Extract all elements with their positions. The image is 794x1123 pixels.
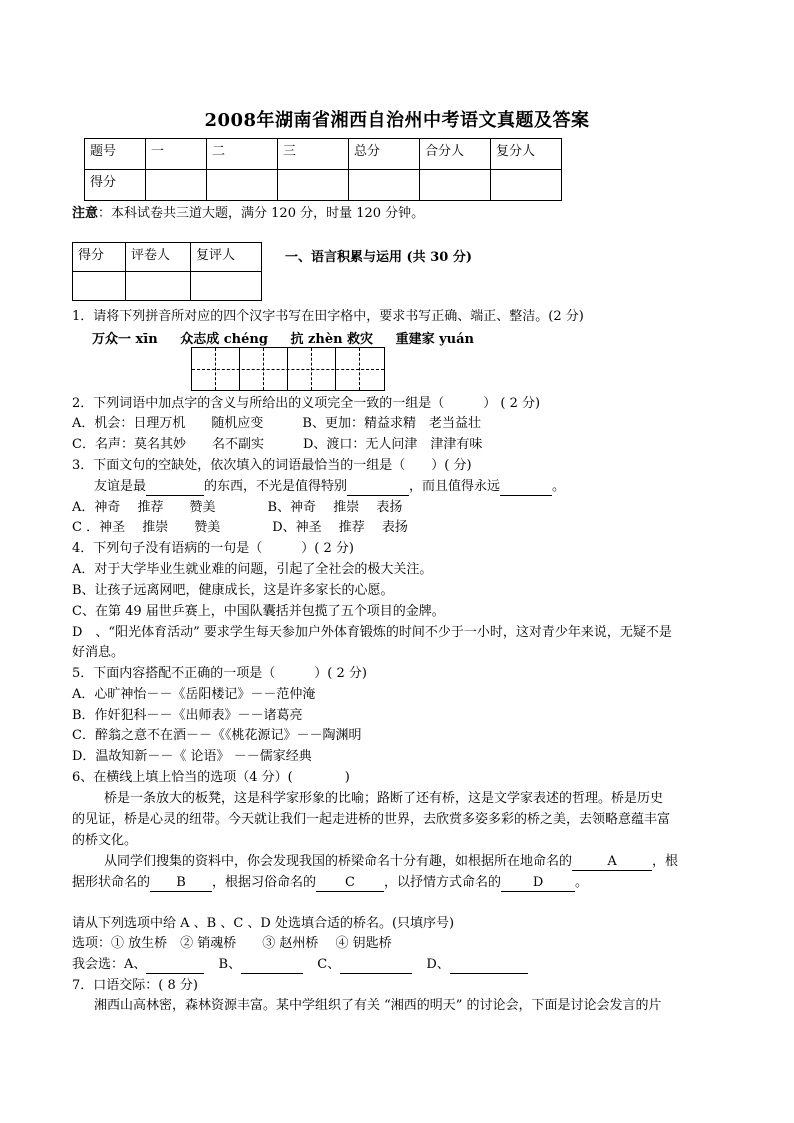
passage-text: 。 <box>575 875 589 890</box>
passage-text: ，根据习俗命名的 <box>212 875 317 890</box>
grader-table <box>72 242 262 301</box>
pinyin-items <box>92 328 492 347</box>
answer-blank-b[interactable] <box>241 973 303 974</box>
score-cell <box>491 170 562 201</box>
question-7-stem: 7．口语交际：( 8 分) <box>72 978 198 993</box>
grid-cell[interactable] <box>216 348 240 390</box>
section-heading: 一、语言积累与运用 (共 30 分) <box>285 250 472 265</box>
blank-b[interactable]: B <box>150 875 212 892</box>
question-4-option: C、在第 49 届世乒赛上，中国队囊括并包揽了五个项目的金牌。 <box>72 604 445 619</box>
grader-cell <box>126 272 191 301</box>
page-title: 2008年湖南省湘西自治州中考语文真题及答案 <box>204 110 590 131</box>
passage-text: 据形状命名的 <box>72 875 151 890</box>
question-3-options: A．神奇 推荐 赞美 B、神奇 推崇 表扬 <box>72 500 403 515</box>
grid-cell[interactable] <box>240 348 264 390</box>
answer-label: A、 <box>124 957 147 972</box>
score-table <box>84 138 562 201</box>
score-table-header: 二 <box>207 139 278 170</box>
score-table-header: 三 <box>278 139 349 170</box>
answer-blank-a[interactable] <box>146 973 204 974</box>
question-4-option: B、让孩子远离网吧，健康成长，这是许多家长的心愿。 <box>72 583 394 598</box>
answer-label: B、 <box>218 957 242 972</box>
question-6-stem: 6、在横线上填上恰当的选项（4 分）( ) <box>72 770 350 785</box>
passage-line: 的桥文化。 <box>72 833 138 848</box>
question-3-stem: 3．下面文句的空缺处，依次填入的词语最恰当的一组是（ ）( 分) <box>72 458 472 473</box>
blank-c[interactable]: C <box>316 875 384 892</box>
question-2-stem: 2．下列词语中加点字的含义与所给出的义项完全一致的一组是（ ） ( 2 分) <box>72 396 541 411</box>
score-table-header: 合分人 <box>420 139 491 170</box>
passage-line <box>72 874 588 892</box>
question-4-stem: 4．下列句子没有语病的一句是（ ）( 2 分) <box>72 541 354 556</box>
question-5-option: C．醉翁之意不在酒－－《《桃花源记》－－陶渊明 <box>72 728 362 743</box>
question-4-option: D 、“阳光体育活动” 要求学生每天参加户外体育锻炼的时间不少于一小时，这对青少年来说，无疑不是 <box>72 625 672 640</box>
score-cell <box>207 170 278 201</box>
answer-blank-d[interactable] <box>450 973 528 974</box>
passage-line <box>104 853 678 871</box>
question-2-options: A．机会：日理万机 随机应变 B、更加：精益求精 老当益壮 <box>72 416 481 431</box>
answer-label: C、 <box>317 957 341 972</box>
pinyin-item: 抗 zhèn 救灾 <box>290 332 374 347</box>
question-5-stem: 5．下面内容搭配不正确的一项是（ ）( 2 分) <box>72 666 367 681</box>
blank-d[interactable]: D <box>501 875 575 892</box>
note-text: ：本科试卷共三道大题，满分 120 分，时量 120 分钟。 <box>98 206 425 221</box>
sentence-part: 友谊是最 <box>94 479 147 494</box>
sentence-part: ，而且值得永远 <box>409 479 501 494</box>
passage-line: 桥是一条放大的板凳，这是科学家形象的比喻；路断了还有桥，这是文学家表述的哲理。桥是历史 <box>104 791 664 806</box>
fill-blank[interactable] <box>347 495 409 496</box>
grid-cell[interactable] <box>312 348 336 390</box>
score-cell <box>349 170 420 201</box>
answer-label: 我会选： <box>72 957 125 972</box>
grader-cell <box>73 272 126 301</box>
score-cell <box>278 170 349 201</box>
exam-note <box>72 205 424 223</box>
question-7-text: 湘西山高林密，森林资源丰富。某中学组织了有关 “湘西的明天” 的讨论会，下面是讨论会发言的片 <box>94 998 662 1013</box>
pinyin-item: 众志成 chéng <box>180 332 268 347</box>
grader-header: 复评人 <box>191 243 262 272</box>
grid-cell[interactable] <box>264 348 288 390</box>
blank-a[interactable]: A <box>572 854 652 871</box>
question-4-option: A．对于大学毕业生就业难的问题，引起了全社会的极大关注。 <box>72 562 433 577</box>
question-5-option: A．心旷神怡－－《岳阳楼记》－－范仲淹 <box>72 687 316 702</box>
score-table-header: 总分 <box>349 139 420 170</box>
question-4-option: 好消息。 <box>72 645 125 660</box>
grader-header: 评卷人 <box>126 243 191 272</box>
score-cell <box>146 170 207 201</box>
fill-blank[interactable] <box>500 495 552 496</box>
writing-grid[interactable] <box>191 347 385 391</box>
answer-blank-c[interactable] <box>340 973 412 974</box>
grid-cell[interactable] <box>288 348 312 390</box>
grid-cell[interactable] <box>192 348 216 390</box>
question-1-stem: 1．请将下列拼音所对应的四个汉字书写在田字格中，要求书写正确、端正、整洁。(2 分) <box>72 309 584 324</box>
passage-text: ，以抒情方式命名的 <box>384 875 502 890</box>
question-3-sentence <box>94 478 565 496</box>
question-6-instruction: 请从下列选项中给 A 、B 、C 、D 处选填合适的桥名。(只填序号) <box>72 916 455 931</box>
passage-line: 的见证，桥是心灵的纽带。今天就让我们一起走进桥的世界，去欣赏多姿多彩的桥之美，去领略意蕴丰富 <box>72 812 671 827</box>
answer-label: D、 <box>426 957 450 972</box>
score-table-row-label: 得分 <box>85 170 146 201</box>
fill-blank[interactable] <box>146 495 204 496</box>
score-table-header: 题号 <box>85 139 146 170</box>
score-table-header: 一 <box>146 139 207 170</box>
passage-text: ，根 <box>652 854 679 869</box>
score-cell <box>420 170 491 201</box>
score-table-header: 复分人 <box>491 139 562 170</box>
grader-cell <box>191 272 262 301</box>
passage-text: 从同学们搜集的资料中，你会发现我国的桥梁命名十分有趣，如根据所在地命名的 <box>104 854 573 869</box>
question-5-option: D．温故知新－－《 论语》 －－儒家经典 <box>72 749 312 764</box>
grid-cell[interactable] <box>336 348 360 390</box>
question-2-options: C．名声：莫名其妙 名不副实 D、渡口：无人问津 津津有味 <box>72 437 483 452</box>
grader-header: 得分 <box>73 243 126 272</box>
note-label: 注意 <box>72 206 99 221</box>
question-5-option: B．作奸犯科－－《出师表》－－诸葛亮 <box>72 708 303 723</box>
sentence-part: 。 <box>552 479 566 494</box>
question-6-answers <box>72 956 528 974</box>
question-6-options: 选项：① 放生桥 ② 销魂桥 ③ 赵州桥 ④ 钥匙桥 <box>72 936 392 951</box>
pinyin-item: 重建家 yuán <box>395 332 475 347</box>
question-3-options: C ．神圣 推崇 赞美 D、神圣 推荐 表扬 <box>72 520 408 535</box>
pinyin-item: 万众一 xīn <box>92 332 158 347</box>
sentence-part: 的东西，不光是值得特别 <box>204 479 348 494</box>
